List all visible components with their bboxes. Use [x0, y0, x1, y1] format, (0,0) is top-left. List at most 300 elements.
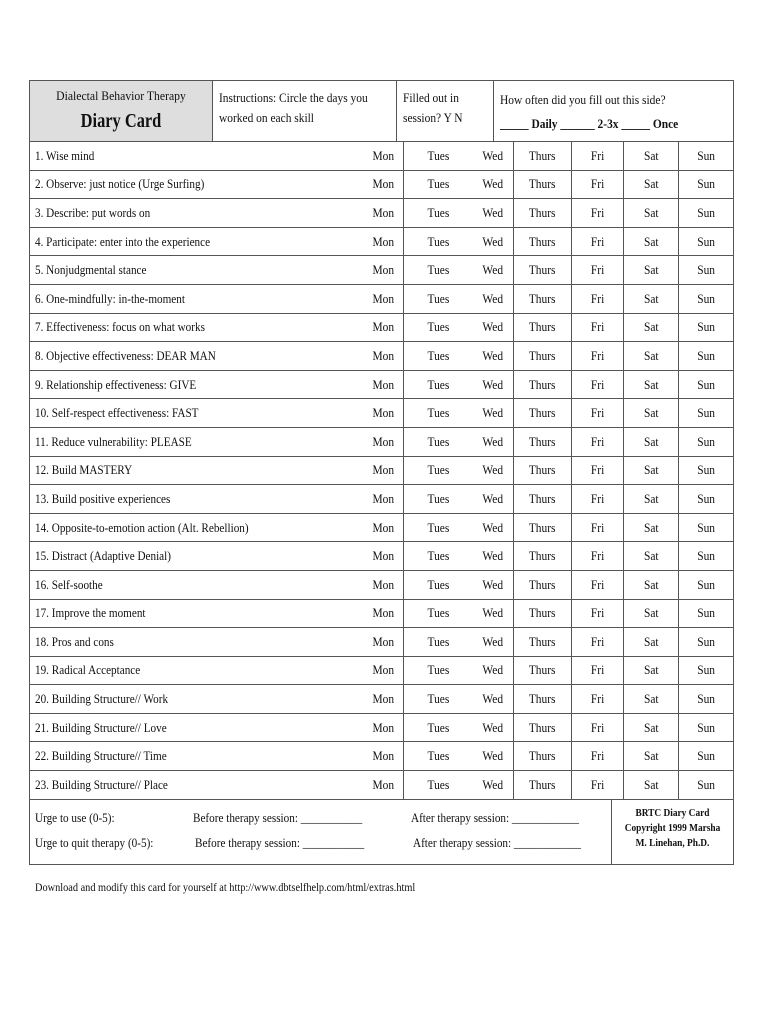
day-label: Tues: [427, 605, 450, 621]
day-label: Fri: [590, 262, 605, 278]
day-option-wed[interactable]: [473, 742, 513, 770]
day-label: Sun: [696, 748, 715, 764]
day-label: Sat: [643, 662, 659, 678]
day-label: Sat: [643, 262, 659, 278]
day-label: Mon: [372, 376, 395, 392]
day-option-tues[interactable]: [403, 199, 473, 227]
day-label: Wed: [482, 633, 503, 649]
day-option-tues[interactable]: [403, 485, 473, 513]
day-label: Sat: [643, 719, 659, 735]
day-option-wed[interactable]: [473, 285, 513, 313]
day-label: Wed: [482, 262, 503, 278]
after-session-use-field[interactable]: After therapy session: ____________: [411, 809, 579, 825]
day-option-sat[interactable]: [623, 742, 677, 770]
day-option-mon[interactable]: [364, 628, 403, 656]
day-label: Sun: [696, 233, 715, 249]
day-option-fri[interactable]: [571, 771, 623, 799]
day-label: Thurs: [528, 347, 556, 363]
day-option-wed[interactable]: [473, 571, 513, 599]
day-label: Sat: [643, 691, 659, 707]
day-option-tues[interactable]: [403, 371, 473, 399]
day-option-mon[interactable]: [364, 199, 403, 227]
day-option-fri[interactable]: [571, 428, 623, 456]
day-option-thurs[interactable]: [513, 771, 571, 799]
day-label: Thurs: [528, 176, 556, 192]
day-label: Sat: [643, 176, 659, 192]
day-option-thurs[interactable]: [513, 199, 571, 227]
day-option-mon[interactable]: [364, 457, 403, 485]
day-option-fri[interactable]: [571, 714, 623, 742]
day-option-sun[interactable]: [678, 600, 733, 628]
title-cell: [30, 81, 213, 141]
day-label: Sun: [696, 319, 715, 335]
day-option-sun[interactable]: [678, 371, 733, 399]
day-option-sun[interactable]: [678, 256, 733, 284]
day-option-fri[interactable]: [571, 399, 623, 427]
day-option-thurs[interactable]: [513, 399, 571, 427]
day-option-tues[interactable]: [403, 314, 473, 342]
day-label: Mon: [372, 233, 395, 249]
day-option-fri[interactable]: [571, 228, 623, 256]
day-label: Mon: [372, 748, 395, 764]
day-label: Tues: [427, 319, 450, 335]
day-option-mon[interactable]: [364, 771, 403, 799]
skill-row: [30, 457, 733, 486]
day-option-wed[interactable]: [473, 371, 513, 399]
day-option-thurs[interactable]: [513, 657, 571, 685]
day-option-mon[interactable]: [364, 228, 403, 256]
day-option-sun[interactable]: [678, 285, 733, 313]
day-option-sun[interactable]: [678, 771, 733, 799]
day-option-tues[interactable]: [403, 457, 473, 485]
day-option-sun[interactable]: [678, 428, 733, 456]
day-option-tues[interactable]: [403, 256, 473, 284]
day-label: Fri: [590, 433, 605, 449]
day-option-mon[interactable]: [364, 542, 403, 570]
day-option-tues[interactable]: [403, 742, 473, 770]
day-option-mon[interactable]: [364, 342, 403, 370]
day-label: Sat: [643, 633, 659, 649]
day-option-fri[interactable]: [571, 485, 623, 513]
day-label: Wed: [482, 319, 503, 335]
day-option-sat[interactable]: [623, 600, 677, 628]
day-option-wed[interactable]: [473, 428, 513, 456]
day-option-wed[interactable]: [473, 199, 513, 227]
day-label: Fri: [590, 376, 605, 392]
day-label: Wed: [482, 519, 503, 535]
day-label: Mon: [372, 462, 395, 478]
day-option-sat[interactable]: [623, 314, 677, 342]
day-option-wed[interactable]: [473, 171, 513, 199]
day-label: Sun: [696, 691, 715, 707]
day-option-sat[interactable]: [623, 485, 677, 513]
day-label: Tues: [427, 376, 450, 392]
day-label: Sat: [643, 433, 659, 449]
day-label: Thurs: [528, 519, 556, 535]
day-label: Wed: [482, 347, 503, 363]
day-label: Thurs: [528, 147, 556, 163]
day-label: Thurs: [528, 319, 556, 335]
day-option-thurs[interactable]: [513, 228, 571, 256]
day-option-fri[interactable]: [571, 285, 623, 313]
day-option-sat[interactable]: [623, 771, 677, 799]
day-option-fri[interactable]: [571, 600, 623, 628]
skill-row: [30, 399, 733, 428]
day-option-sun[interactable]: [678, 657, 733, 685]
day-option-thurs[interactable]: [513, 171, 571, 199]
day-label: Thurs: [528, 262, 556, 278]
day-option-wed[interactable]: [473, 342, 513, 370]
skill-row: [30, 571, 733, 600]
day-option-tues[interactable]: [403, 171, 473, 199]
skill-label-text: 14. Opposite-to-emotion action (Alt. Rebellion): [35, 519, 249, 535]
day-option-mon[interactable]: [364, 742, 403, 770]
day-option-thurs[interactable]: [513, 742, 571, 770]
day-option-mon[interactable]: [364, 514, 403, 542]
skill-label: [30, 176, 364, 192]
skill-label: [30, 720, 364, 736]
day-option-mon[interactable]: [364, 657, 403, 685]
day-option-wed[interactable]: [473, 628, 513, 656]
skill-row: [30, 657, 733, 686]
after-session-quit-field[interactable]: After therapy session: ____________: [413, 834, 581, 850]
day-option-sat[interactable]: [623, 142, 677, 170]
day-label: Fri: [590, 719, 605, 735]
day-option-wed[interactable]: [473, 542, 513, 570]
day-label: Mon: [372, 633, 395, 649]
day-option-thurs[interactable]: [513, 342, 571, 370]
day-option-thurs[interactable]: [513, 256, 571, 284]
day-option-sat[interactable]: [623, 571, 677, 599]
skill-label: [30, 662, 364, 678]
day-label: Sat: [643, 233, 659, 249]
skill-label: [30, 291, 364, 307]
day-option-fri[interactable]: [571, 256, 623, 284]
day-option-mon[interactable]: [364, 171, 403, 199]
skill-label-text: 2. Observe: just notice (Urge Surfing): [35, 176, 205, 192]
day-label: Thurs: [528, 290, 556, 306]
day-option-sat[interactable]: [623, 228, 677, 256]
skill-row: [30, 628, 733, 657]
day-option-sat[interactable]: [623, 657, 677, 685]
day-label: Sat: [643, 204, 659, 220]
skill-label: [30, 262, 364, 278]
day-option-mon[interactable]: [364, 285, 403, 313]
skill-row: [30, 314, 733, 343]
day-option-sun[interactable]: [678, 714, 733, 742]
day-option-fri[interactable]: [571, 314, 623, 342]
day-label: Mon: [372, 691, 395, 707]
day-label: Wed: [482, 433, 503, 449]
copyright-line-1: BRTC Diary Card: [635, 806, 710, 819]
day-option-fri[interactable]: [571, 542, 623, 570]
day-option-thurs[interactable]: [513, 600, 571, 628]
day-label: Tues: [427, 662, 450, 678]
day-label: Wed: [482, 748, 503, 764]
day-label: Thurs: [528, 376, 556, 392]
day-option-sat[interactable]: [623, 628, 677, 656]
day-option-sun[interactable]: [678, 142, 733, 170]
day-option-sun[interactable]: [678, 542, 733, 570]
day-option-wed[interactable]: [473, 514, 513, 542]
skill-row: [30, 428, 733, 457]
day-label: Sun: [696, 262, 715, 278]
filled-in-session-cell[interactable]: [397, 81, 494, 141]
day-option-tues[interactable]: [403, 228, 473, 256]
day-option-sat[interactable]: [623, 542, 677, 570]
day-option-sat[interactable]: [623, 171, 677, 199]
day-option-mon[interactable]: [364, 428, 403, 456]
skill-label-text: 12. Build MASTERY: [35, 462, 133, 478]
day-label: Sat: [643, 405, 659, 421]
day-label: Thurs: [528, 490, 556, 506]
day-option-thurs[interactable]: [513, 542, 571, 570]
skill-row: [30, 342, 733, 371]
day-label: Tues: [427, 262, 450, 278]
day-option-sat[interactable]: [623, 514, 677, 542]
day-label: Sun: [696, 405, 715, 421]
day-label: Fri: [590, 576, 605, 592]
day-option-sun[interactable]: [678, 314, 733, 342]
day-label: Fri: [590, 176, 605, 192]
day-option-mon[interactable]: [364, 256, 403, 284]
skill-row: [30, 600, 733, 629]
day-option-wed[interactable]: [473, 714, 513, 742]
day-option-sun[interactable]: [678, 514, 733, 542]
day-label: Tues: [427, 691, 450, 707]
skill-label: [30, 520, 364, 536]
day-label: Sun: [696, 719, 715, 735]
skill-row: [30, 199, 733, 228]
day-option-tues[interactable]: [403, 399, 473, 427]
day-option-mon[interactable]: [364, 600, 403, 628]
day-label: Sat: [643, 462, 659, 478]
day-option-fri[interactable]: [571, 171, 623, 199]
day-option-sat[interactable]: [623, 685, 677, 713]
day-option-sun[interactable]: [678, 685, 733, 713]
skill-row: [30, 485, 733, 514]
day-option-mon[interactable]: [364, 371, 403, 399]
day-label: Fri: [590, 748, 605, 764]
day-option-sun[interactable]: [678, 199, 733, 227]
day-option-wed[interactable]: [473, 685, 513, 713]
day-label: Sun: [696, 204, 715, 220]
day-option-sat[interactable]: [623, 714, 677, 742]
copyright-line-2: Copyright 1999 Marsha: [624, 821, 721, 834]
day-label: Fri: [590, 548, 605, 564]
day-option-fri[interactable]: [571, 342, 623, 370]
day-option-sun[interactable]: [678, 742, 733, 770]
day-label: Sun: [696, 576, 715, 592]
day-label: Sun: [696, 462, 715, 478]
day-option-mon[interactable]: [364, 685, 403, 713]
day-option-wed[interactable]: [473, 600, 513, 628]
day-label: Fri: [590, 204, 605, 220]
day-label: Thurs: [528, 576, 556, 592]
day-option-sun[interactable]: [678, 571, 733, 599]
day-label: Wed: [482, 462, 503, 478]
skill-label: [30, 234, 364, 250]
day-label: Mon: [372, 204, 395, 220]
day-option-thurs[interactable]: [513, 514, 571, 542]
day-option-thurs[interactable]: [513, 685, 571, 713]
day-option-thurs[interactable]: [513, 457, 571, 485]
card-footer: [30, 800, 733, 864]
instructions-line-1: Instructions: Circle the days you: [219, 90, 368, 105]
day-label: Thurs: [528, 233, 556, 249]
day-option-wed[interactable]: [473, 771, 513, 799]
day-label: Tues: [427, 576, 450, 592]
day-option-sun[interactable]: [678, 485, 733, 513]
day-label: Fri: [590, 462, 605, 478]
day-label: Fri: [590, 319, 605, 335]
diary-card: [29, 80, 734, 865]
day-option-fri[interactable]: [571, 371, 623, 399]
instructions-cell: [213, 81, 397, 141]
frequency-question: How often did you fill out this side?: [500, 92, 666, 107]
day-label: Mon: [372, 519, 395, 535]
day-option-sun[interactable]: [678, 171, 733, 199]
day-option-fri[interactable]: [571, 514, 623, 542]
day-option-sat[interactable]: [623, 285, 677, 313]
day-option-tues[interactable]: [403, 714, 473, 742]
skill-label: [30, 462, 364, 478]
day-option-sun[interactable]: [678, 457, 733, 485]
day-option-fri[interactable]: [571, 457, 623, 485]
skill-label: [30, 377, 364, 393]
skill-row: [30, 256, 733, 285]
day-option-mon[interactable]: [364, 142, 403, 170]
day-option-tues[interactable]: [403, 685, 473, 713]
day-option-fri[interactable]: [571, 742, 623, 770]
day-label: Tues: [427, 490, 450, 506]
day-option-tues[interactable]: [403, 628, 473, 656]
skill-label: [30, 148, 364, 164]
day-option-fri[interactable]: [571, 628, 623, 656]
day-label: Mon: [372, 576, 395, 592]
day-option-tues[interactable]: [403, 657, 473, 685]
day-label: Sat: [643, 290, 659, 306]
day-label: Sat: [643, 605, 659, 621]
day-option-tues[interactable]: [403, 285, 473, 313]
skill-row: [30, 742, 733, 771]
day-option-wed[interactable]: [473, 399, 513, 427]
day-label: Tues: [427, 548, 450, 564]
day-option-mon[interactable]: [364, 485, 403, 513]
day-option-thurs[interactable]: [513, 371, 571, 399]
day-label: Sun: [696, 490, 715, 506]
day-option-thurs[interactable]: [513, 571, 571, 599]
day-label: Wed: [482, 691, 503, 707]
day-label: Thurs: [528, 405, 556, 421]
day-option-thurs[interactable]: [513, 628, 571, 656]
day-option-thurs[interactable]: [513, 428, 571, 456]
day-option-fri[interactable]: [571, 571, 623, 599]
day-label: Tues: [427, 176, 450, 192]
day-option-wed[interactable]: [473, 228, 513, 256]
day-option-sun[interactable]: [678, 342, 733, 370]
day-option-wed[interactable]: [473, 657, 513, 685]
download-note: Download and modify this card for yourself at http://www.dbtselfhelp.com/html/extras.html: [35, 880, 416, 894]
day-option-thurs[interactable]: [513, 142, 571, 170]
day-option-wed[interactable]: [473, 256, 513, 284]
skill-label-text: 10. Self-respect effectiveness: FAST: [35, 405, 199, 421]
day-label: Wed: [482, 776, 503, 792]
day-option-sat[interactable]: [623, 428, 677, 456]
day-option-sat[interactable]: [623, 342, 677, 370]
day-label: Tues: [427, 290, 450, 306]
day-option-sun[interactable]: [678, 228, 733, 256]
day-option-sun[interactable]: [678, 399, 733, 427]
day-option-wed[interactable]: [473, 314, 513, 342]
day-option-tues[interactable]: [403, 542, 473, 570]
skill-label-text: 11. Reduce vulnerability: PLEASE: [35, 433, 192, 449]
day-option-mon[interactable]: [364, 714, 403, 742]
day-option-thurs[interactable]: [513, 714, 571, 742]
day-option-sat[interactable]: [623, 457, 677, 485]
day-label: Mon: [372, 433, 395, 449]
day-option-wed[interactable]: [473, 485, 513, 513]
frequency-cell[interactable]: [494, 81, 733, 141]
day-label: Thurs: [528, 204, 556, 220]
before-session-use-field[interactable]: Before therapy session: ___________: [193, 809, 363, 825]
day-option-fri[interactable]: [571, 685, 623, 713]
day-option-wed[interactable]: [473, 142, 513, 170]
day-option-thurs[interactable]: [513, 314, 571, 342]
day-label: Wed: [482, 176, 503, 192]
filled-line-1: Filled out in: [403, 90, 459, 105]
day-option-tues[interactable]: [403, 771, 473, 799]
day-option-mon[interactable]: [364, 314, 403, 342]
day-label: Mon: [372, 319, 395, 335]
urge-to-use-label: Urge to use (0-5):: [35, 809, 115, 825]
day-option-tues[interactable]: [403, 571, 473, 599]
day-label: Sat: [643, 147, 659, 163]
skill-row: [30, 371, 733, 400]
day-option-sat[interactable]: [623, 199, 677, 227]
before-session-quit-field[interactable]: Before therapy session: ___________: [195, 834, 365, 850]
day-option-tues[interactable]: [403, 514, 473, 542]
day-option-mon[interactable]: [364, 571, 403, 599]
day-option-sat[interactable]: [623, 256, 677, 284]
day-label: Wed: [482, 290, 503, 306]
day-option-tues[interactable]: [403, 600, 473, 628]
day-option-sun[interactable]: [678, 628, 733, 656]
day-option-tues[interactable]: [403, 142, 473, 170]
day-label: Tues: [427, 147, 450, 163]
day-label: Fri: [590, 147, 605, 163]
day-option-thurs[interactable]: [513, 285, 571, 313]
day-option-fri[interactable]: [571, 657, 623, 685]
day-option-wed[interactable]: [473, 457, 513, 485]
day-label: Sat: [643, 576, 659, 592]
day-option-sat[interactable]: [623, 399, 677, 427]
day-option-mon[interactable]: [364, 399, 403, 427]
day-label: Wed: [482, 490, 503, 506]
day-option-tues[interactable]: [403, 342, 473, 370]
day-option-sat[interactable]: [623, 371, 677, 399]
day-label: Fri: [590, 662, 605, 678]
skill-label: [30, 205, 364, 221]
day-option-tues[interactable]: [403, 428, 473, 456]
day-label: Sun: [696, 433, 715, 449]
day-option-fri[interactable]: [571, 199, 623, 227]
day-label: Wed: [482, 719, 503, 735]
day-option-fri[interactable]: [571, 142, 623, 170]
day-label: Mon: [372, 776, 395, 792]
day-option-thurs[interactable]: [513, 485, 571, 513]
day-label: Sun: [696, 633, 715, 649]
